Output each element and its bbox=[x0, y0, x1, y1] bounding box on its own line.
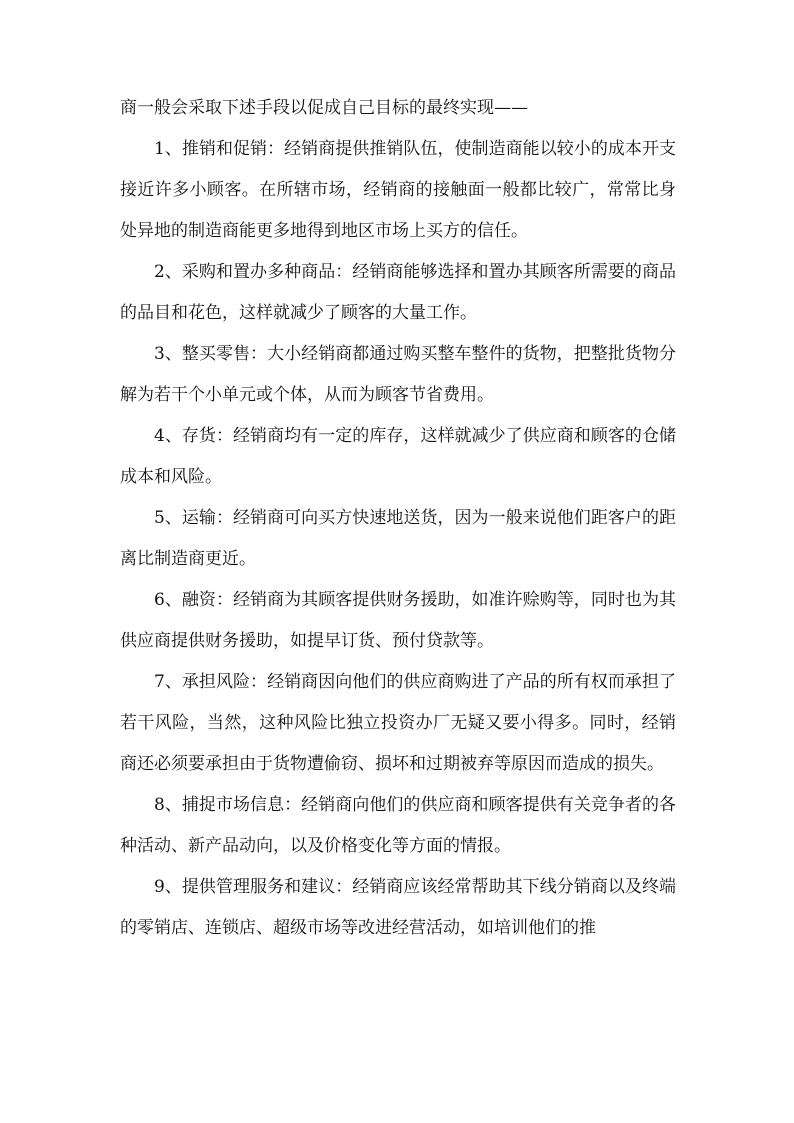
paragraph-item-4: 4、存货：经销商均有一定的库存，这样就减少了供应商和顾客的仓储成本和风险。 bbox=[120, 426, 676, 487]
paragraph-item-5: 5、运输：经销商可向买方快速地送货，因为一般来说他们距客户的距离比制造商更近。 bbox=[120, 508, 676, 569]
paragraph-item-3: 3、整买零售：大小经销商都通过购买整车整件的货物，把整批货物分解为若干个小单元或个体，从而为顾客节省费用。 bbox=[120, 344, 676, 405]
paragraph-item-6: 6、融资：经销商为其顾客提供财务援助，如准许赊购等，同时也为其供应商提供财务援助，如提早订货、预付贷款等。 bbox=[120, 590, 676, 651]
paragraph-item-8: 8、捕捉市场信息：经销商向他们的供应商和顾客提供有关竞争者的各种活动、新产品动向，以及价格变化等方面的情报。 bbox=[120, 795, 676, 856]
paragraph-item-7: 7、承担风险：经销商因向他们的供应商购进了产品的所有权而承担了若干风险，当然，这种风险比独立投资办厂无疑又要小得多。同时，经销商还必须要承担由于货物遭偷窃、损坏和过期被弃等原因而造成的损失。 bbox=[120, 672, 676, 774]
paragraph-item-1: 1、推销和促销：经销商提供推销队伍，使制造商能以较小的成本开支接近许多小顾客。在所辖市场，经销商的接触面一般都比较广，常常比身处异地的制造商能更多地得到地区市场上买方的信任。 bbox=[120, 139, 676, 241]
paragraph-item-9: 9、提供管理服务和建议：经销商应该经常帮助其下线分销商以及终端的零销店、连锁店、超级市场等改进经营活动，如培训他们的推 bbox=[120, 877, 676, 938]
paragraph-intro: 商一般会采取下述手段以促成自己目标的最终实现—— bbox=[120, 98, 528, 118]
paragraph-item-2: 2、采购和置办多种商品：经销商能够选择和置办其顾客所需要的商品的品目和花色，这样就减少了顾客的大量工作。 bbox=[120, 262, 676, 323]
document-body bbox=[120, 88, 676, 949]
